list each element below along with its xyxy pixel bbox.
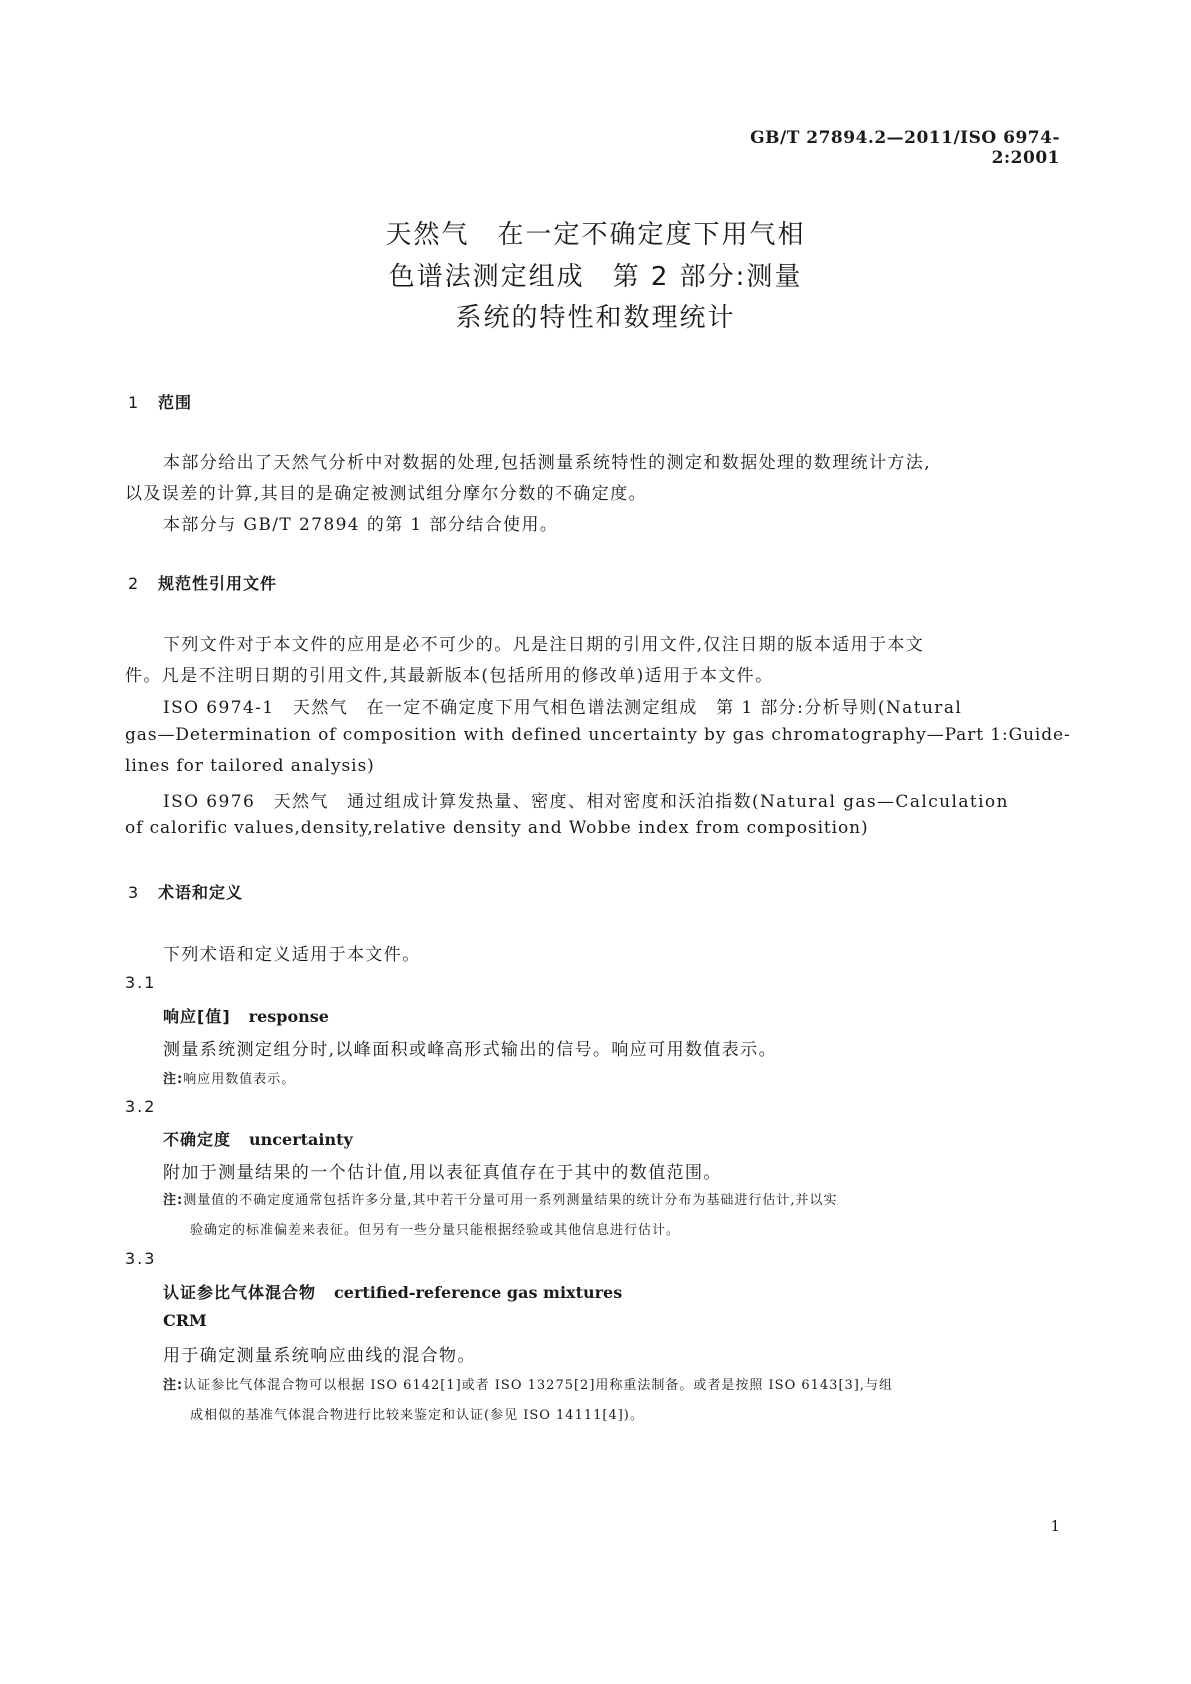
- term-english: response: [248, 1007, 329, 1026]
- note-label: 注:: [163, 1072, 184, 1087]
- document-title-line-1: 天然气 在一定不确定度下用气相: [385, 220, 806, 250]
- section-number: 3: [128, 883, 140, 902]
- section-2-paragraph-1-line-2: 件。凡是不注明日期的引用文件,其最新版本(包括所用的修改单)适用于本文件。: [125, 666, 774, 686]
- section-1-heading: [128, 390, 192, 413]
- term-crm-note-line-2: 成相似的基准气体混合物进行比较来鉴定和认证(参见 ISO 14111[4])。: [190, 1408, 644, 1423]
- standard-code: GB/T 27894.2—2011/ISO 6974-2:2001: [750, 128, 1060, 168]
- section-title: 范围: [158, 393, 193, 412]
- section-title: 术语和定义: [158, 883, 244, 902]
- document-title-line-2: 色谱法测定组成 第 2 部分:测量: [388, 262, 803, 292]
- section-2-paragraph-1-line-1: 下列文件对于本文件的应用是必不可少的。凡是注日期的引用文件,仅注日期的版本适用于本文: [163, 635, 925, 655]
- reference-iso-6974-1-line-1: ISO 6974-1 天然气 在一定不确定度下用气相色谱法测定组成 第 1 部分:分析导则(Natural: [163, 698, 963, 718]
- note-label: 注:: [163, 1378, 184, 1393]
- term-chinese: 不确定度: [163, 1130, 232, 1149]
- term-response-note: [163, 1068, 295, 1087]
- term-uncertainty-note-line-1: [163, 1189, 837, 1208]
- note-text: 测量值的不确定度通常包括许多分量,其中若干分量可用一系列测量结果的统计分布为基础进行估计,并以实: [183, 1193, 838, 1208]
- term-response-definition: 测量系统测定组分时,以峰面积或峰高形式输出的信号。响应可用数值表示。: [163, 1040, 778, 1060]
- term-chinese: 响应[值]: [163, 1007, 231, 1026]
- clause-3-2-number: 3.2: [125, 1097, 157, 1116]
- term-response: [163, 1004, 329, 1027]
- reference-iso-6974-1-line-3: lines for tailored analysis): [125, 756, 375, 776]
- term-uncertainty-note-line-2: 验确定的标准偏差来表征。但另有一些分量只能根据经验或其他信息进行估计。: [190, 1223, 681, 1238]
- term-crm-note-line-1: [163, 1374, 893, 1393]
- term-english: uncertainty: [249, 1130, 353, 1149]
- note-text: 响应用数值表示。: [183, 1072, 296, 1087]
- section-number: 1: [128, 393, 140, 412]
- reference-iso-6976-line-2: of calorific values,density,relative density and Wobbe index from composition): [125, 818, 869, 838]
- term-chinese: 认证参比气体混合物: [163, 1283, 317, 1302]
- section-1-paragraph-2: 本部分与 GB/T 27894 的第 1 部分结合使用。: [163, 515, 559, 535]
- reference-iso-6974-1-line-2: gas—Determination of composition with defined uncertainty by gas chromatography—Part 1:Guide-: [125, 725, 1071, 745]
- term-certified-reference-gas-mixtures: [163, 1280, 622, 1303]
- clause-3-1-number: 3.1: [125, 973, 157, 992]
- section-1-paragraph-1-line-1: 本部分给出了天然气分析中对数据的处理,包括测量系统特性的测定和数据处理的数理统计方法,: [163, 453, 932, 473]
- section-number: 2: [128, 574, 140, 593]
- term-crm-definition: 用于确定测量系统响应曲线的混合物。: [163, 1346, 476, 1366]
- document-title-line-3: 系统的特性和数理统计: [455, 303, 736, 333]
- section-3-intro: 下列术语和定义适用于本文件。: [163, 945, 421, 965]
- note-text: 认证参比气体混合物可以根据 ISO 6142[1]或者 ISO 13275[2]用称重法制备。或者是按照 ISO 6143[3],与组: [183, 1378, 893, 1393]
- term-abbreviation: CRM: [163, 1311, 207, 1330]
- note-label: 注:: [163, 1193, 184, 1208]
- section-2-heading: [128, 571, 277, 594]
- clause-3-3-number: 3.3: [125, 1249, 157, 1268]
- reference-iso-6976-line-1: ISO 6976 天然气 通过组成计算发热量、密度、相对密度和沃泊指数(Natural gas—Calculation: [163, 792, 1009, 812]
- term-uncertainty: [163, 1127, 353, 1150]
- section-title: 规范性引用文件: [158, 574, 278, 593]
- term-english: certified-reference gas mixtures: [334, 1283, 623, 1302]
- section-3-heading: [128, 880, 243, 903]
- section-1-paragraph-1-line-2: 以及误差的计算,其目的是确定被测试组分摩尔分数的不确定度。: [125, 484, 648, 504]
- page-number: 1: [1050, 1517, 1060, 1535]
- term-uncertainty-definition: 附加于测量结果的一个估计值,用以表征真值存在于其中的数值范围。: [163, 1163, 722, 1183]
